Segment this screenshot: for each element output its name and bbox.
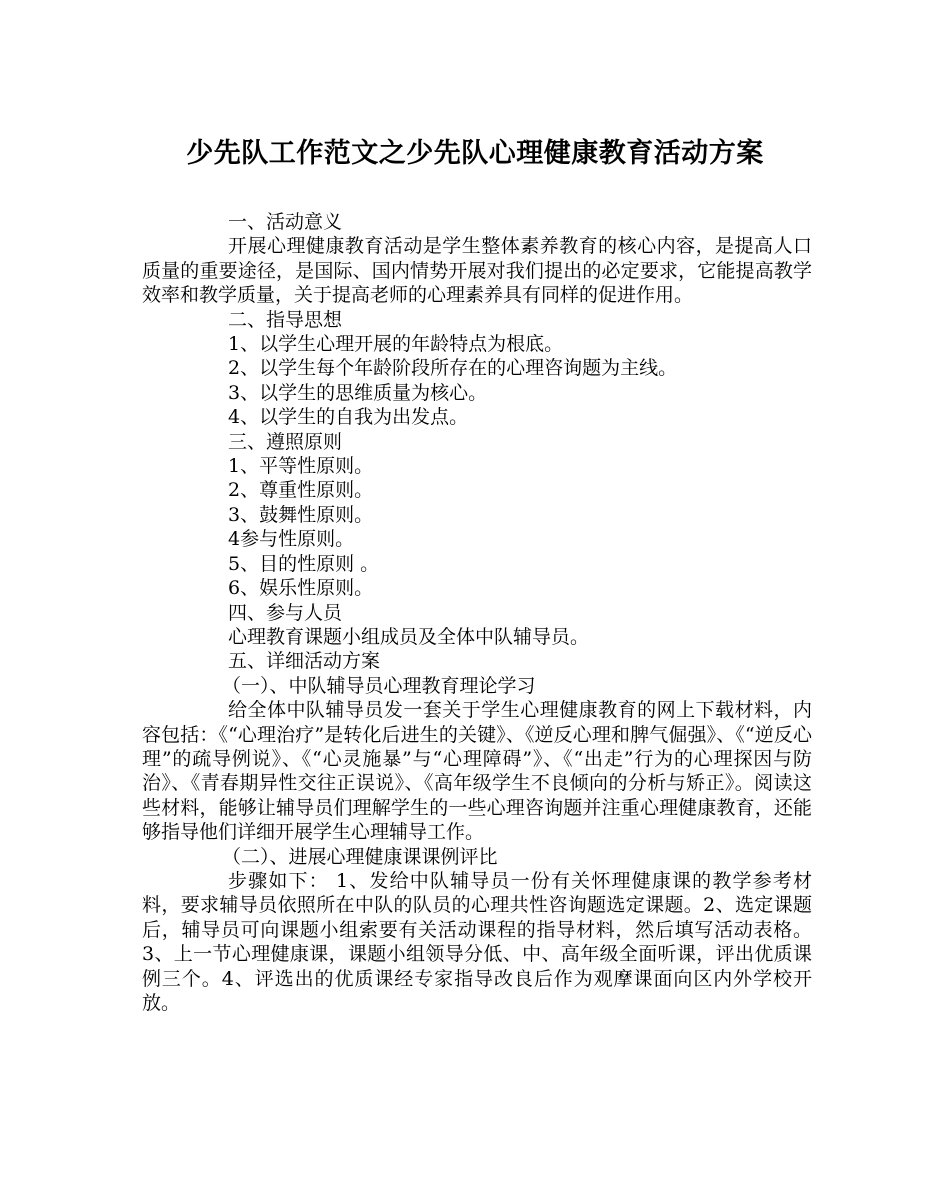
section-heading-plan: 五、详细活动方案	[228, 650, 381, 673]
paragraph-participants: 心理教育课题小组成员及全体中队辅导员。	[228, 625, 590, 648]
paragraph-purpose: 开展心理健康教育活动是学生整体素养教育的核心内容，是提高人口质量的重要途径，是国际、国内情势开展对我们提出的必定要求，它能提高教学效率和教学质量，关于提高老师的心理素养具有同样的促进作用。	[142, 235, 812, 307]
list-item: 4参与性原则。	[228, 528, 355, 551]
section-heading-guiding-ideas: 二、指导思想	[228, 308, 343, 331]
list-item: 5、目的性原则 。	[228, 552, 380, 575]
list-item: 4、以学生的自我为出发点。	[228, 406, 469, 429]
paragraph-lesson-review: 步骤如下： 1、发给中队辅导员一份有关怀理健康课的教学参考材料，要求辅导员依照所在中队的队员的心理共性咨询题选定课题。2、选定课题后，辅导员可向课题小组索要有关活动课程的指导材料，然后填写活动表格。3、上一节心理健康课，课题小组领导分低、中、高年级全面听课，评出优质课例三个。4、评选出的优质课经专家指导改良后作为观摩课面向区内外学校开放。	[142, 869, 812, 1014]
list-item: 2、尊重性原则。	[228, 479, 374, 502]
list-item: 1、平等性原则。	[228, 455, 374, 478]
section-heading-participants: 四、参与人员	[228, 601, 343, 624]
list-item: 1、以学生心理开展的年龄特点为根底。	[228, 333, 564, 356]
document-body	[142, 210, 812, 1015]
subsection-heading-lesson-review: （二）、进展心理健康课课例评比	[222, 845, 498, 868]
list-item: 3、鼓舞性原则。	[228, 503, 374, 526]
list-item: 6、娱乐性原则。	[228, 577, 374, 600]
section-heading-principles: 三、遵照原则	[228, 430, 343, 453]
document-title: 少先队工作范文之少先队心理健康教育活动方案	[186, 138, 764, 169]
paragraph-theory: 给全体中队辅导员发一套关于学生心理健康教育的网上下载材料，内容包括：《“心理治疗”是转化后进生的关键》、《逆反心理和脾气倔强》、《“逆反心理”的疏导例说》、《“心灵施暴”与“心理障碍”》、《“出走”行为的心理探因与防治》、《青春期异性交往正误说》、《高年级学生不良倾向的分析与矫正》。阅读这些材料，能够让辅导员们理解学生的一些心理咨询题并注重心理健康教育，还能够指导他们详细开展学生心理辅导工作。	[142, 699, 812, 844]
list-item: 3、以学生的思维质量为核心。	[228, 381, 488, 404]
section-heading-purpose: 一、活动意义	[228, 211, 343, 233]
list-item: 2、以学生每个年龄阶段所存在的心理咨询题为主线。	[228, 357, 678, 380]
subsection-heading-theory: （一）、中队辅导员心理教育理论学习	[222, 674, 536, 697]
